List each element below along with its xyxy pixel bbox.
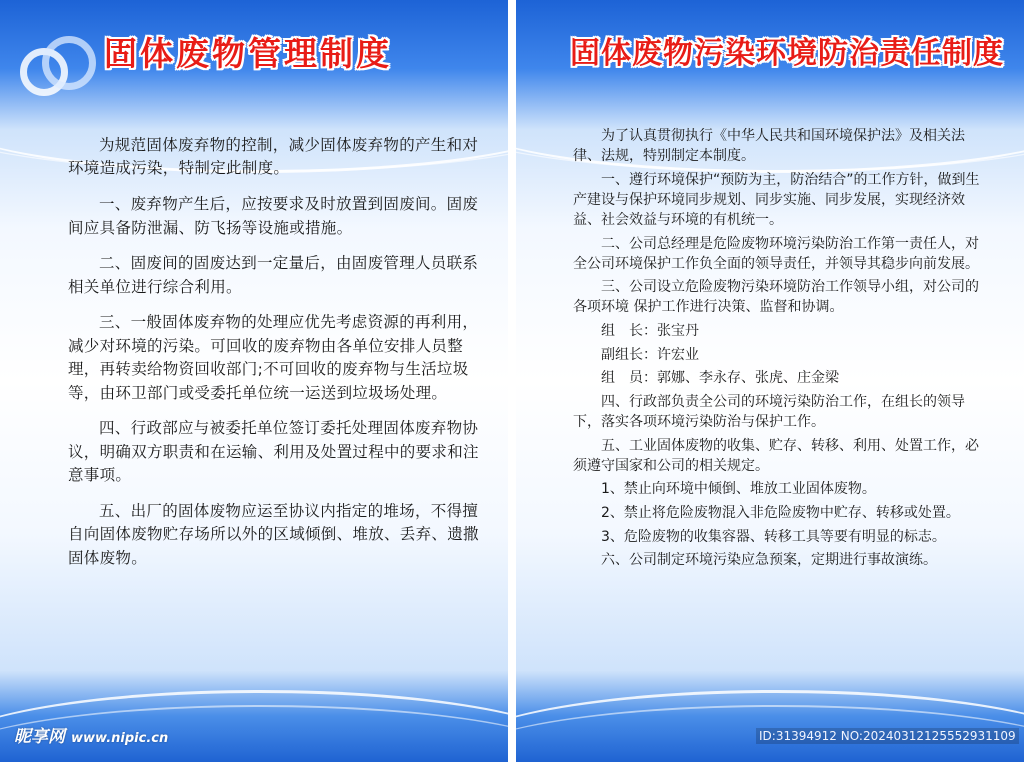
list-item: 3、危险废物的收集容器、转移工具等要有明显的标志。 (601, 528, 946, 545)
paragraph: 四、行政部负责全公司的环境污染防治工作，在组长的领导下，落实各项环境污染防治与保护工作。 (573, 393, 965, 431)
paragraph: 一、遵行环境保护“预防为主，防治结合”的工作方针，做到生产建设与保护环境同步规划、同步实施、同步发展，实现经济效益、社会效益与环境的有机统一。 (573, 171, 980, 228)
left-poster-panel (0, 0, 508, 762)
paragraph: 为了认真贯彻执行《中华人民共和国环境保护法》及相关法律、法规，特别制定本制度。 (573, 128, 965, 165)
list-item: 1、禁止向环境中倾倒、堆放工业固体废物。 (601, 481, 876, 498)
paragraph: 五、工业固体废物的收集、贮存、转移、利用、处置工作，必须遵守国家和公司的相关规定。 (573, 437, 979, 474)
paragraph: 为规范固体废弃物的控制，减少固体废弃物的产生和对环境造成污染，特制定此制度。 (68, 136, 479, 178)
paragraph: 三、公司设立危险废物污染环境防治工作领导小组，对公司的各项环境 保护工作进行决策、监督和协调。 (573, 279, 979, 316)
paragraph: 一、废弃物产生后，应按要求及时放置到固废间。固废间应具备防泄漏、防飞扬等设施或措施。 (68, 195, 479, 237)
rings-logo-icon (20, 36, 100, 96)
paragraph: 五、出厂的固体废物应运至协议内指定的堆场，不得擅自向固体废物贮存场所以外的区域倾倒、堆放、丢弃、遗撒固体废物。 (68, 501, 479, 567)
watermark-url: www.nipic.cn (71, 731, 169, 746)
image-id-caption: ID:31394912 NO:20240312125552931109 (756, 728, 1019, 744)
committee-members: 组 员：郭娜、李永存、张虎、庄金梁 (601, 370, 839, 387)
right-poster-body (573, 126, 987, 574)
committee-deputy-leader: 副组长：许宏业 (601, 346, 699, 363)
left-poster-title: 固体废物管理制度 (104, 34, 392, 73)
panel-divider (508, 0, 516, 762)
right-poster-panel (516, 0, 1024, 762)
paragraph: 四、行政部应与被委托单位签订委托处理固体废弃物协议，明确双方职责和在运输、利用及处置过程中的要求和注意事项。 (68, 419, 479, 485)
left-poster-body (68, 134, 488, 582)
right-poster-title: 固体废物污染环境防治责任制度 (570, 36, 1004, 71)
site-watermark (14, 722, 168, 747)
paragraph: 二、固废间的固废达到一定量后，由固废管理人员联系相关单位进行综合利用。 (68, 254, 479, 296)
paragraph: 六、公司制定环境污染应急预案，定期进行事故演练。 (601, 552, 937, 569)
watermark-logo-text: 昵享网 (14, 727, 65, 747)
committee-leader: 组 长：张宝丹 (601, 323, 699, 340)
list-item: 2、禁止将危险废物混入非危险废物中贮存、转移或处置。 (601, 505, 960, 522)
paragraph: 二、公司总经理是危险废物环境污染防治工作第一责任人，对全公司环境保护工作负全面的领导责任，并领导其稳步向前发展。 (573, 235, 979, 272)
paragraph: 三、一般固体废弃物的处理应优先考虑资源的再利用，减少对环境的污染。可回收的废弃物由各单位安排人员整理，再转卖给物资回收部门;不可回收的废弃物与生活垃圾等，由环卫部门或受委托单位统一运送到垃圾场处理。 (68, 313, 479, 402)
